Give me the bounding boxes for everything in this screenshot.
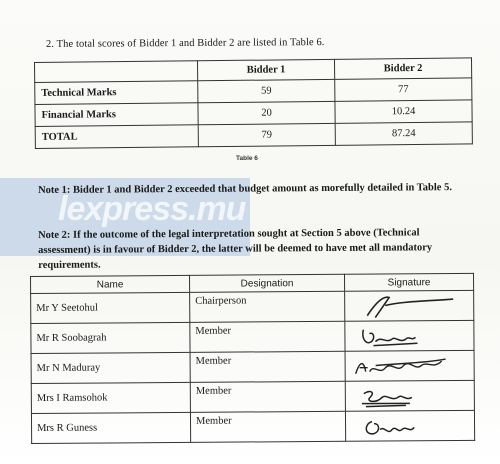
table-row	[31, 410, 474, 443]
table-row	[35, 122, 472, 149]
member-designation: Chairperson	[190, 291, 345, 322]
table-caption: Table 6	[236, 155, 258, 162]
member-designation: Member	[190, 351, 345, 382]
header-empty	[35, 61, 198, 83]
header-name: Name	[31, 275, 190, 293]
table-row	[31, 290, 474, 323]
scores-table	[34, 57, 473, 149]
note-1: Note 1: Bidder 1 and Bidder 2 exceeded that budget amount as morefully detailed in Table 5.	[38, 182, 452, 196]
member-name: Mr N Maduray	[31, 352, 190, 383]
table-row	[31, 380, 474, 413]
handwritten-signature	[345, 292, 465, 319]
member-designation: Member	[190, 321, 345, 352]
watermark-logo: lexpress.mu	[58, 190, 246, 228]
member-name: Mrs R Guness	[31, 412, 190, 443]
row-label: Technical Marks	[35, 81, 198, 105]
signatures-table	[30, 273, 475, 444]
bidder1-value: 59	[198, 79, 335, 102]
signature-cell	[345, 380, 474, 411]
row-label: TOTAL	[35, 125, 198, 149]
bidder1-value: 20	[198, 101, 335, 124]
signature-cell	[345, 410, 474, 441]
member-name: Mr Y Seetohul	[31, 292, 190, 323]
bidder2-value: 77	[335, 78, 472, 101]
table-row	[31, 320, 474, 353]
member-name: Mrs I Ramsohok	[31, 382, 190, 413]
signature-cell	[345, 320, 474, 351]
signature-cell	[345, 290, 474, 321]
header-designation: Designation	[189, 274, 344, 292]
row-label: Financial Marks	[35, 103, 198, 127]
note-2: Note 2: If the outcome of the legal interpretation sought at Section 5 above (Technical assessment) is in favour of Bidder 2, the latter will be deemed to have met all mandatory requirements.	[38, 227, 433, 271]
bidder1-value: 79	[198, 123, 335, 146]
header-bidder2: Bidder 2	[334, 58, 471, 79]
bidder2-value: 87.24	[335, 122, 472, 145]
handwritten-signature	[346, 382, 466, 409]
header-bidder1: Bidder 1	[197, 59, 334, 80]
handwritten-signature	[346, 412, 466, 439]
header-signature: Signature	[344, 273, 473, 291]
member-designation: Member	[190, 411, 345, 442]
bidder2-value: 10.24	[335, 100, 472, 123]
handwritten-signature	[345, 322, 465, 349]
signature-cell	[345, 350, 474, 381]
table-row	[31, 350, 474, 383]
intro-text: 2. The total scores of Bidder 1 and Bidder 2 are listed in Table 6.	[45, 37, 325, 50]
handwritten-signature	[346, 352, 466, 379]
member-designation: Member	[190, 381, 345, 412]
member-name: Mr R Soobagrah	[31, 322, 190, 353]
